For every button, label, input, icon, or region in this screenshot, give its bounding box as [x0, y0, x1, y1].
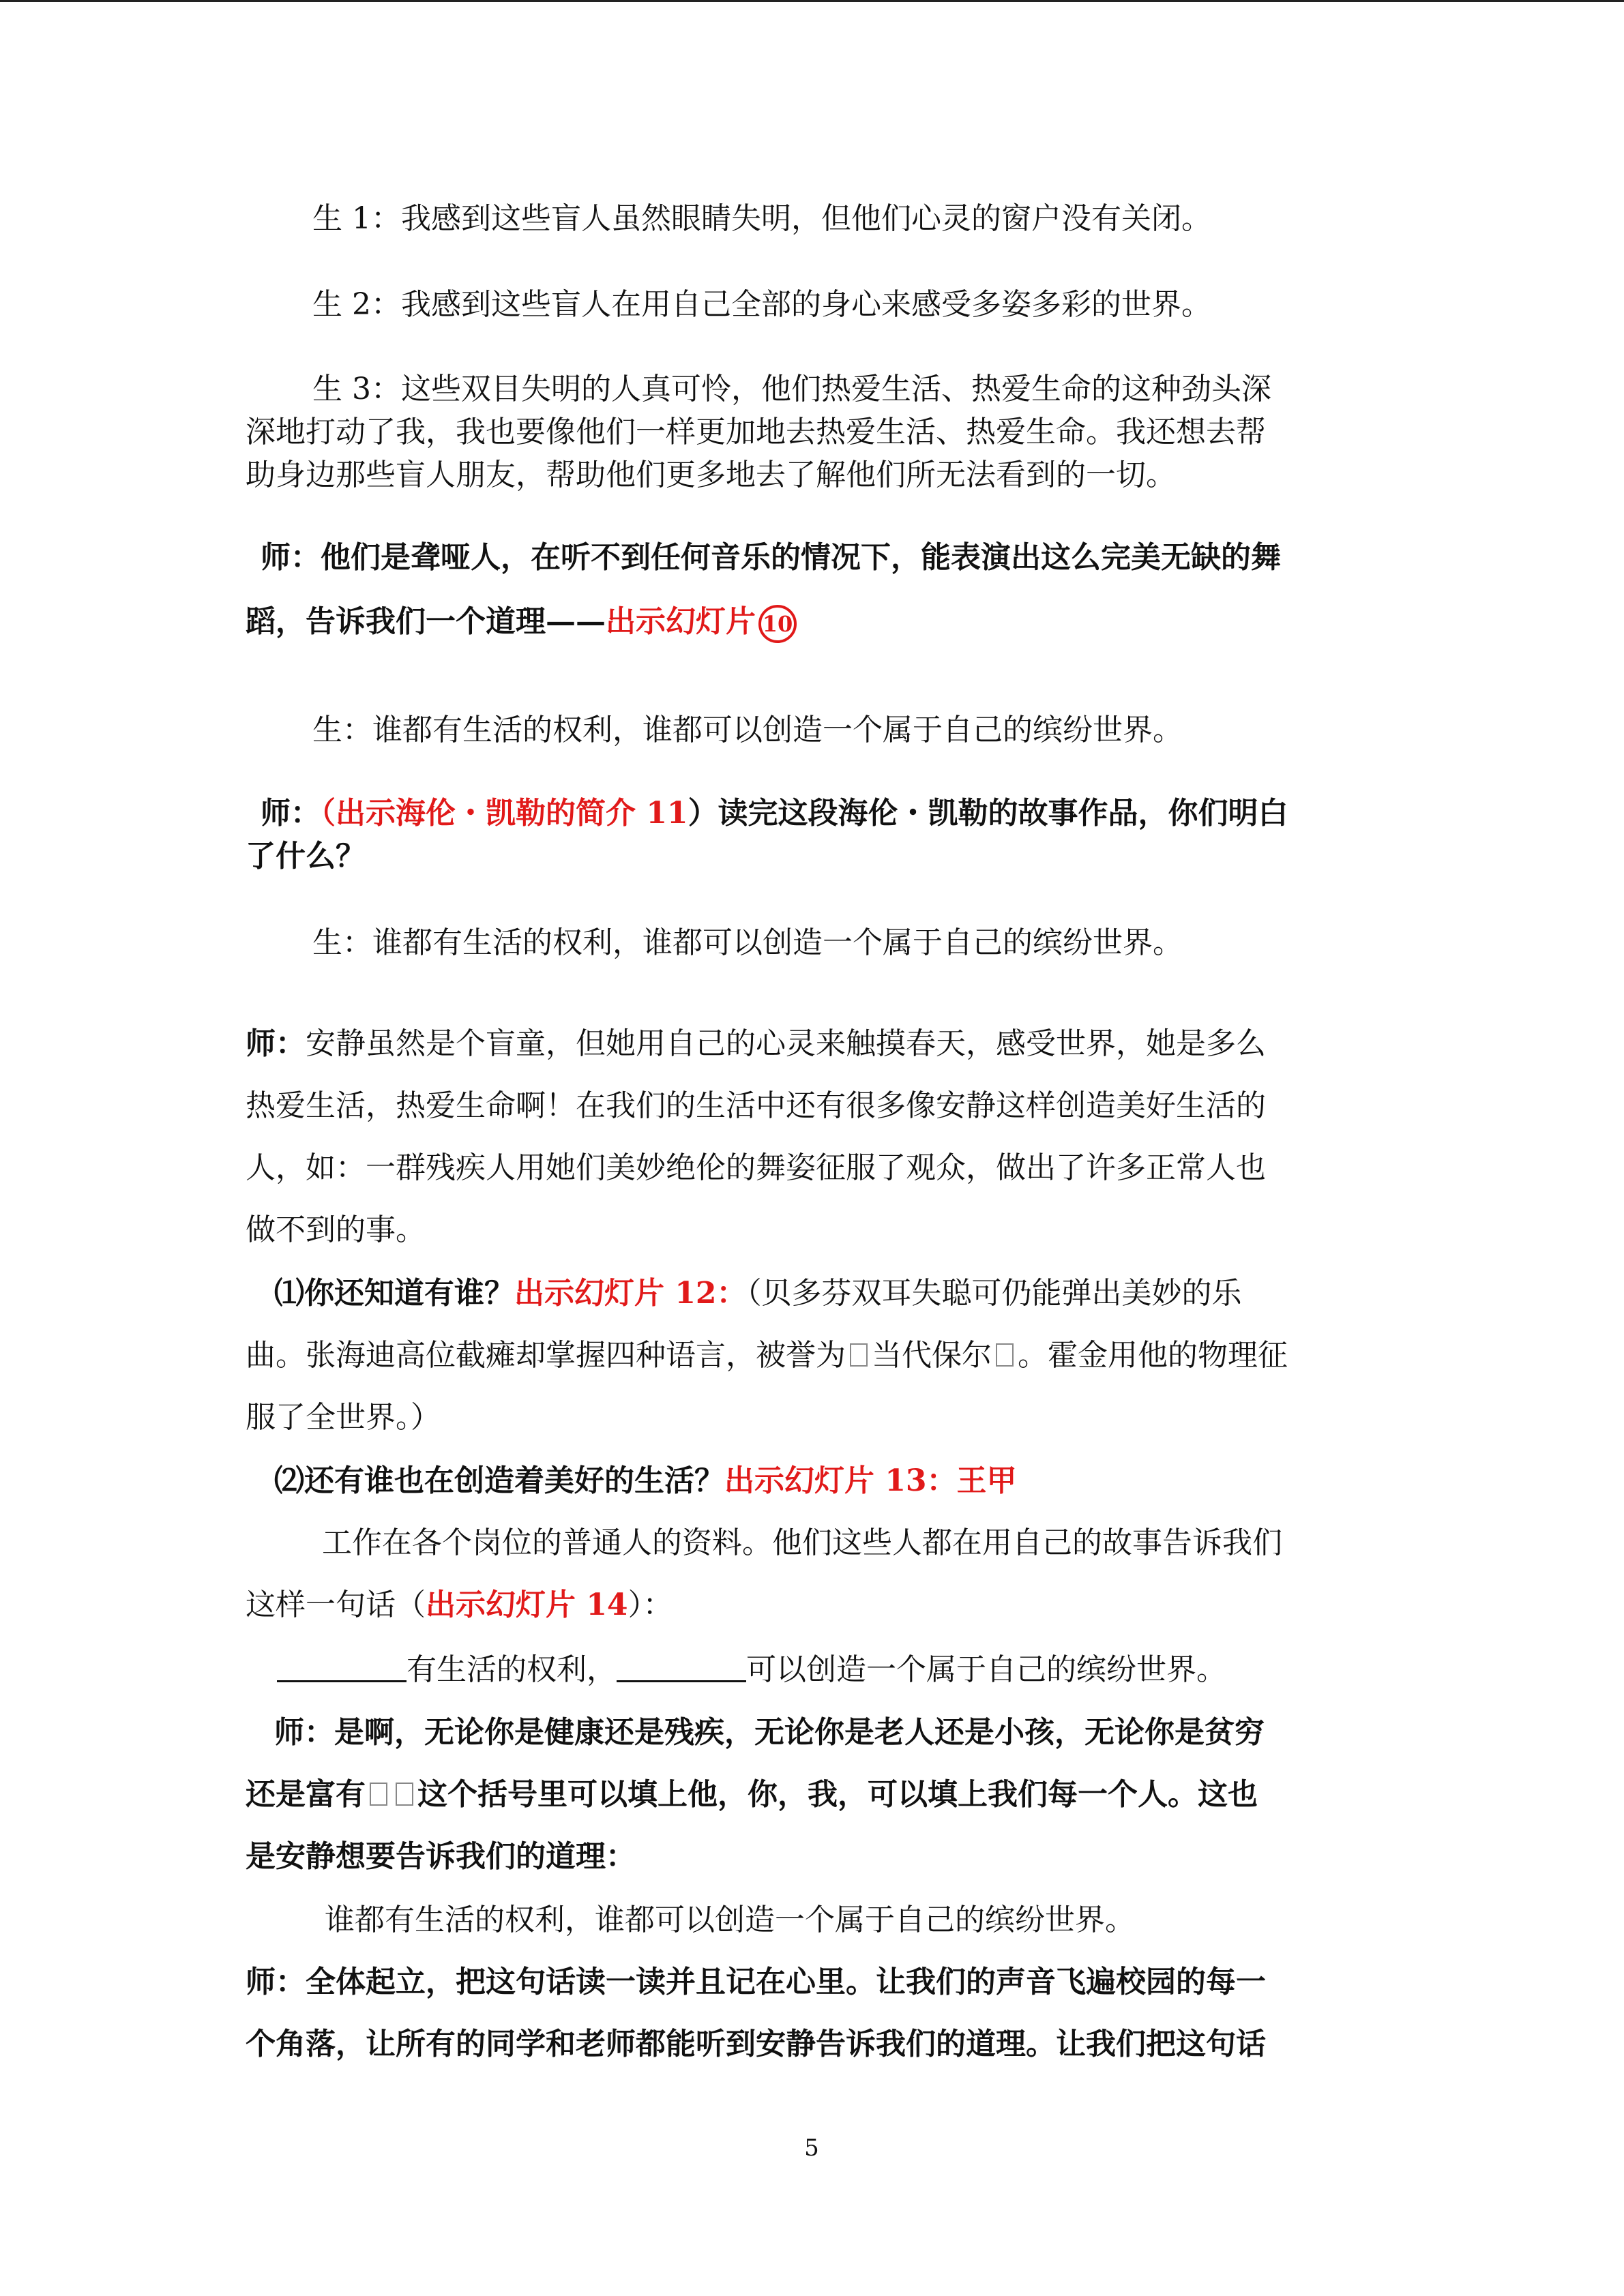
missing-glyph-box [996, 1343, 1014, 1367]
text-line: 师：是啊，无论你是健康还是残疾，无论你是老人还是小孩，无论你是贫穷 [274, 1715, 1265, 1750]
text-span: （贝多芬双耳失聪可仍能弹出美妙的乐 [746, 1276, 1242, 1311]
top-border [0, 0, 1624, 2]
text-span: 可以创造一个属于自己的缤纷世界。 [746, 1652, 1226, 1687]
text-line: 工作在各个岗位的普通人的资料。他们这些人都在用自己的故事告诉我们 [322, 1525, 1282, 1560]
text-span: ）读完这段海伦・凯勒的故事作品，你们明白 [688, 796, 1288, 831]
text-span: 曲。张海迪高位截瘫却掌握四种语言，被誉为 [246, 1338, 846, 1373]
missing-glyph-box [370, 1783, 387, 1806]
text-line: 师：全体起立，把这句话读一读并且记在心里。让我们的声音飞遍校园的每一 [246, 1965, 1266, 1999]
paragraph-student-4: 生：谁都有生活的权利，谁都可以创造一个属于自己的缤纷世界。 [312, 713, 1183, 747]
text-span: 师： [261, 796, 321, 831]
text-line: 是安静想要告诉我们的道理： [246, 1839, 636, 1874]
text-line: 服了全世界。） [246, 1400, 441, 1435]
text-line: 人，如：一群残疾人用她们美妙绝伦的舞姿征服了观众，做出了许多正常人也 [246, 1150, 1266, 1185]
slide-cue: 出示幻灯片 14 [426, 1587, 628, 1622]
slide-cue: 出示幻灯片 [606, 604, 756, 639]
text-span: ⑵还有谁也在创造着美好的生活？ [274, 1463, 724, 1498]
text-span: ⑴你还知道有谁？ [274, 1276, 514, 1311]
text-line [246, 1335, 1378, 1377]
text-line [246, 1774, 1378, 1816]
text-line: 生 3：这些双目失明的人真可怜，他们热爱生活、热爱生命的这种劲头深 [312, 372, 1271, 406]
text-line: 做不到的事。 [246, 1212, 426, 1247]
key-sentence: 谁都有生活的权利，谁都可以创造一个属于自己的缤纷世界。 [325, 1903, 1135, 1937]
text-span: 蹈，告诉我们一个道理—— [246, 604, 606, 639]
text-line: 深地打动了我，我也要像他们一样更加地去热爱生活、热爱生命。我还想去帮 [246, 415, 1266, 449]
paragraph-student-5: 生：谁都有生活的权利，谁都可以创造一个属于自己的缤纷世界。 [312, 925, 1183, 960]
text-line: 个角落，让所有的同学和老师都能听到安静告诉我们的道理。让我们把这句话 [246, 2027, 1266, 2061]
missing-glyph-box [396, 1783, 413, 1806]
text-span: 还是富有 [246, 1777, 366, 1812]
paragraph-student-1: 生 1：我感到这些盲人虽然眼睛失明，但他们心灵的窗户没有关闭。 [312, 201, 1211, 236]
text-span: 当代保尔 [872, 1338, 992, 1373]
paragraph-student-2: 生 2：我感到这些盲人在用自己全部的身心来感受多姿多彩的世界。 [312, 287, 1211, 322]
page-number: 5 [804, 2134, 819, 2162]
blank-line [617, 1653, 746, 1682]
blank-line [277, 1653, 407, 1682]
text-line [246, 1584, 1378, 1626]
text-line [261, 792, 1393, 835]
text-span: 这个括号里可以填上他，你，我，可以填上我们每一个人。这也 [417, 1777, 1258, 1812]
text-line: 了什么？ [246, 839, 366, 874]
slide-cue: 出示幻灯片 13：王甲 [724, 1463, 1017, 1498]
text-span: 安静虽然是个盲童，但她用自己的心灵来触摸春天，感受世界，她是多么 [306, 1026, 1266, 1061]
text-span: ）： [628, 1587, 673, 1622]
paragraph-question-2 [274, 1460, 1406, 1502]
text-span: 这样一句话（ [246, 1587, 426, 1622]
slide-cue: 出示幻灯片 12： [514, 1276, 747, 1311]
speaker-label: 师： [246, 1026, 306, 1061]
text-line [246, 1023, 1378, 1065]
text-line: 热爱生活，热爱生命啊！在我们的生活中还有很多像安静这样创造美好生活的 [246, 1088, 1266, 1123]
fill-in-sentence [277, 1649, 1409, 1691]
missing-glyph-box [850, 1343, 868, 1367]
text-line [246, 601, 1378, 643]
text-span: （ [321, 796, 336, 831]
text-span: 有生活的权利， [407, 1652, 617, 1687]
text-line [274, 1272, 1406, 1315]
text-line: 助身边那些盲人朋友，帮助他们更多地去了解他们所无法看到的一切。 [246, 458, 1176, 492]
text-line: 师：他们是聋哑人，在听不到任何音乐的情况下，能表演出这么完美无缺的舞 [261, 540, 1281, 575]
slide-cue: 出示海伦・凯勒的简介 11 [336, 796, 688, 831]
text-span: 。霍金用他的物理征 [1018, 1338, 1288, 1373]
slide-number-badge: 10 [758, 605, 797, 643]
